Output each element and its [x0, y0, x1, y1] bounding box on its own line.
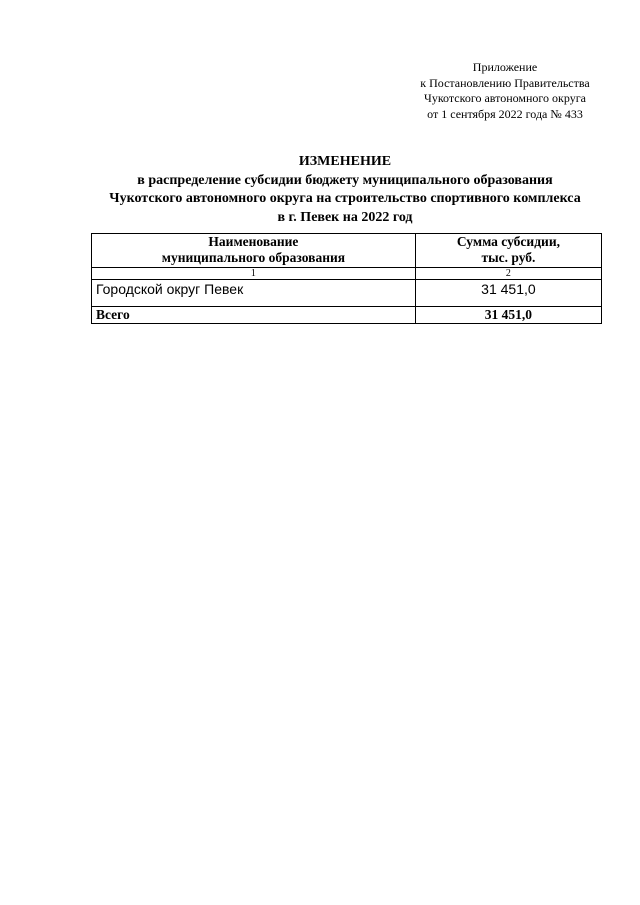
header-amount-line-1: Сумма субсидии, [456, 234, 560, 249]
appendix-line-4: от 1 сентября 2022 года № 433 [427, 106, 583, 121]
total-row [92, 307, 602, 324]
subsidy-amount: 31 451,0 [415, 280, 601, 307]
total-amount: 31 451,0 [415, 307, 601, 324]
appendix-line-3: Чукотского автономного округа [424, 91, 586, 105]
title-line-2: Чукотского автономного округа на строительство спортивного комплекса [109, 191, 581, 206]
appendix-line-1: Приложение [472, 60, 538, 74]
title-heading: ИЗМЕНЕНИЕ [298, 154, 392, 169]
total-label: Всего [92, 307, 416, 324]
table-header-row [92, 234, 602, 268]
header-subsidy-amount [415, 234, 601, 268]
subsidy-table [91, 233, 602, 324]
appendix-block [400, 60, 610, 122]
document-title [80, 153, 610, 227]
header-municipality-line-2: муниципального образования [161, 250, 346, 265]
header-municipality [92, 234, 416, 268]
header-amount-line-2: тыс. руб. [481, 250, 536, 265]
municipality-name: Городской округ Певек [92, 280, 416, 307]
column-number-1: 1 [92, 268, 416, 280]
header-municipality-line-1: Наименование [208, 234, 299, 249]
table-row [92, 280, 602, 307]
title-line-1: в распределение субсидии бюджету муниципального образования [137, 172, 553, 188]
column-number-2: 2 [415, 268, 601, 280]
appendix-line-2: к Постановлению Правительства [420, 75, 590, 90]
title-line-3: в г. Певек на 2022 год [277, 209, 413, 225]
column-number-row [92, 268, 602, 280]
